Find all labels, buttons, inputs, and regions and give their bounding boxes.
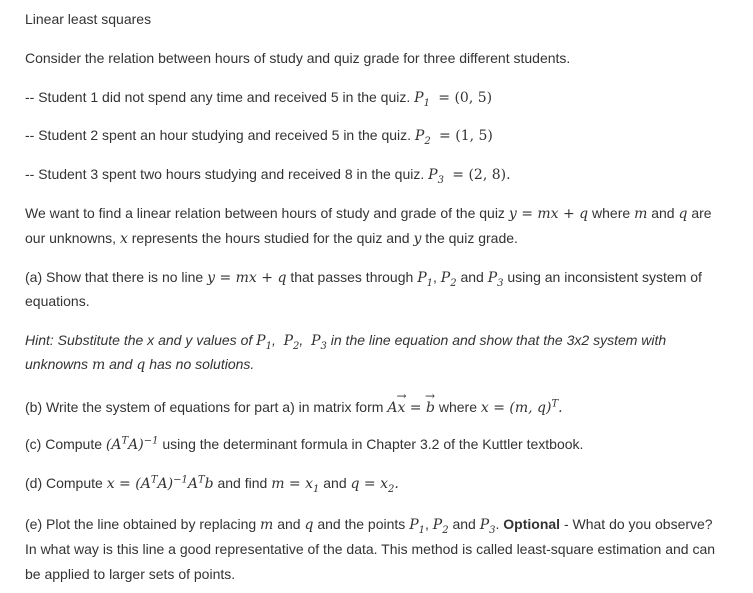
relation-line-2: our unknowns, x represents the hours studied for the quiz and y the quiz grade. — [25, 230, 518, 247]
point-p2-value: (1, 5) — [455, 128, 493, 144]
hint-line-2: unknowns m and q has no solutions. — [25, 356, 255, 373]
point-p2-label: $P_2$ — [414, 128, 431, 147]
hint-line-1: Hint: Substitute the x and y values of $P_1$, $P_2$, $P_3$ in the line equation and show that the 3x2 system with — [25, 332, 667, 352]
part-e-line-1: (e) Plot the line obtained by replacing m and q and the points $P_1$, $P_2$ and $P_3$. Optional - What do you observe? — [25, 516, 713, 536]
inverse-expression: $(A^TA)^{-1}$ — [105, 435, 159, 453]
part-a-line-1: (a) Show that there is no line y = mx + q that passes through $P_1$, $P_2$ and $P_3$ using an inconsistent system of — [25, 269, 702, 289]
matrix-equation: A→ x = → b — [387, 400, 435, 416]
student-3-line: -- Student 3 spent two hours studying and received 8 in the quiz. $P_3 = (2$, 8). — [25, 166, 511, 186]
optional-label: Optional — [503, 516, 561, 532]
part-e-line-2: In what way is this line a good representative of the data. This method is called least-square estimation and can — [25, 541, 716, 557]
part-c-line: (c) Compute $(A^TA)^{-1}$ using the determinant formula in Chapter 3.2 of the Kuttler textbook. — [25, 435, 584, 453]
least-squares-formula: $x = (A^TA)^{-1}A^Tb$ — [106, 474, 214, 492]
part-e-line-3: be applied to larger sets of points. — [25, 566, 236, 582]
student-3-text: -- Student 3 spent two hours studying and received 8 in the quiz. — [25, 166, 425, 182]
student-2-text: -- Student 2 spent an hour studying and received 5 in the quiz. — [25, 127, 412, 143]
part-d-line: (d) Compute $x = (A^TA)^{-1}A^Tb$ and find $m = x_1$ and $q = x_2$. — [25, 474, 399, 495]
line-equation: y = mx + q — [508, 206, 589, 222]
student-2-line: -- Student 2 spent an hour studying and received 5 in the quiz. $P_2 = (1$, 5) — [25, 127, 493, 147]
intro-paragraph: Consider the relation between hours of study and quiz grade for three different students. — [25, 50, 571, 66]
point-p1-label: $P_1$ — [414, 90, 430, 109]
student-1-line: -- Student 1 did not spend any time and received 5 in the quiz. $P_1 = (0$, 5) — [25, 89, 493, 109]
part-b-line: (b) Write the system of equations for part a) in matrix form A→ x = → b where x = (m, q)$^T$. — [25, 397, 563, 418]
relation-line-1: We want to find a linear relation between hours of study and grade of the quiz y = mx + q where m and q are — [25, 205, 712, 222]
document-title: Linear least squares — [25, 11, 152, 27]
point-p3-value: (2, 8). — [468, 167, 511, 183]
student-1-text: -- Student 1 did not spend any time and received 5 in the quiz. — [25, 89, 411, 105]
part-a-line-2: equations. — [25, 293, 90, 309]
point-p3-label: $P_3$ — [428, 167, 444, 186]
point-p1-value: (0, 5) — [454, 90, 493, 106]
